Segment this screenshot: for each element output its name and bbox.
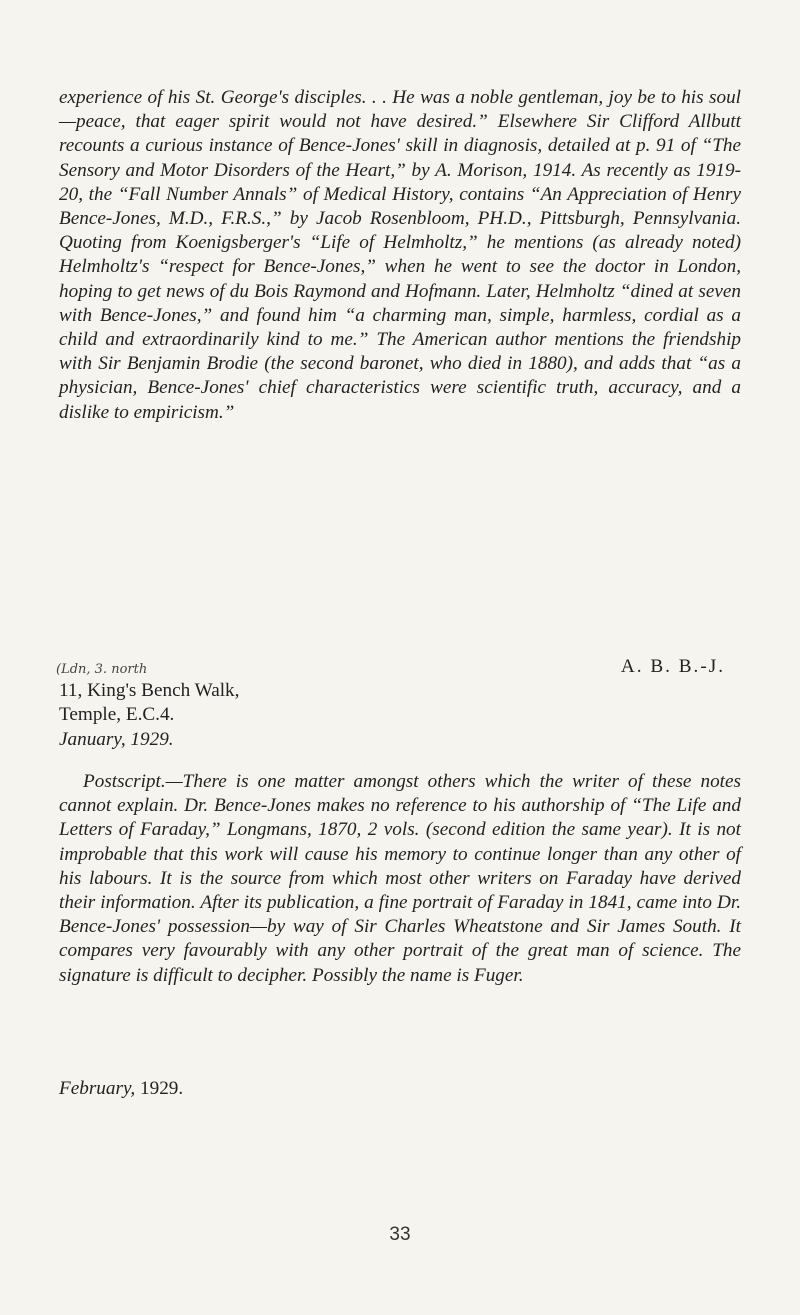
author-initials: A. B. B.-J.	[620, 656, 725, 677]
page-number: 33	[389, 1224, 411, 1245]
address-line-2: Temple, E.C.4.	[59, 704, 175, 726]
handwritten-annotation: (Ldn, 3. north	[56, 662, 148, 677]
postscript-paragraph: Postscript.—There is one matter amongst others which the writer of these notes cannot explain. Dr. Bence-Jones makes no reference to his authorship of “The Life and Letters of Faraday,” Longmans, 1870, 2 vols. (second edition the same year). It is not improbable that this work will cause his memory to continue longer than any other of his labours. It is the source from which most other writers on Faraday have derived their information. After its publication, a fine portrait of Faraday in 1841, came into Dr. Bence-Jones' possession—by way of Sir Charles Wheatstone and Sir James South. It compares very favourably with any other portrait of the great man of science. The signature is difficult to decipher. Possibly the name is Fuger.	[59, 771, 741, 986]
signature-block	[56, 655, 741, 752]
address-line-1: 11, King's Bench Walk,	[59, 680, 240, 702]
signature-line	[56, 655, 741, 679]
signature-date: January, 1929.	[59, 728, 174, 750]
postscript-month: February,	[59, 1078, 136, 1099]
postscript-date	[59, 1077, 183, 1101]
body-paragraph-1: experience of his St. George's disciples. . . He was a noble gentleman, joy be to his soul—peace, that eager spirit would not have desired.” Elsewhere Sir Clifford Allbutt recounts a curious instance of Bence-Jones' skill in diagnosis, detailed at p. 91 of “The Sensory and Motor Disorders of the Heart,” by A. Morison, 1914. As recently as 1919-20, the “Fall Number Annals” of Medical History, contains “An Appreciation of Henry Bence-Jones, M.D., F.R.S.,” by Jacob Rosenbloom, PH.D., Pittsburgh, Pennsylvania. Quoting from Koenigsberger's “Life of Helmholtz,” he mentions (as already noted) Helmholtz's “respect for Bence-Jones,” when he went to see the doctor in London, hoping to get news of du Bois Raymond and Hofmann. Later, Helmholtz “dined at seven with Bence-Jones,” and found him “a charming man, simple, harmless, cordial as a child and extraordinarily kind to me.” The American author mentions the friendship with Sir Benjamin Brodie (the second baronet, who died in 1880), and adds that “as a physician, Bence-Jones' chief characteristics were scientific truth, accuracy, and a dislike to empiricism.”	[59, 87, 741, 423]
postscript-year: 1929.	[140, 1078, 184, 1099]
